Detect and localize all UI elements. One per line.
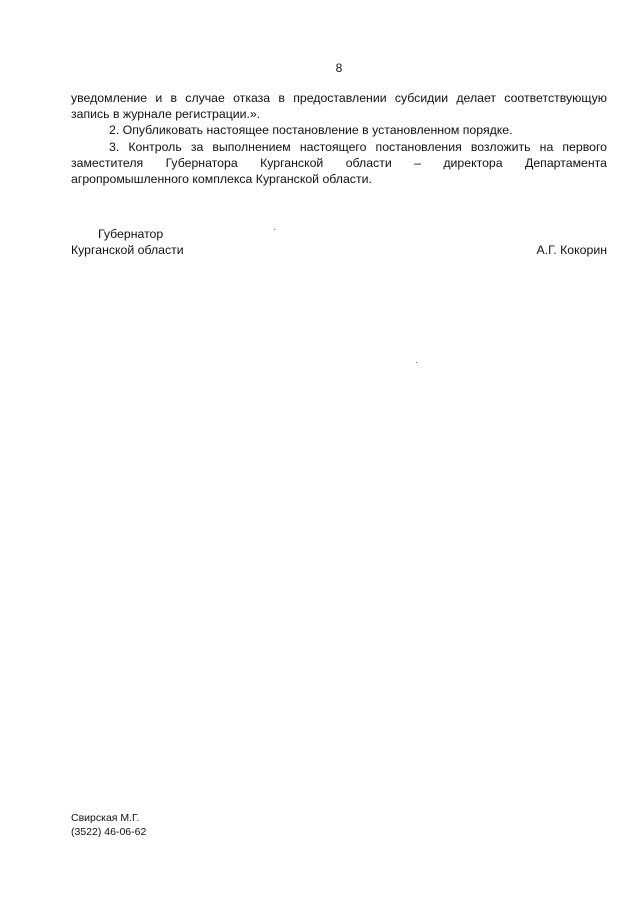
signatory-name: А.Г. Кокорин xyxy=(536,243,607,257)
paragraph-2: 2. Опубликовать настоящее постановление в установленном порядке. xyxy=(109,123,513,138)
executor-name: Свирская М.Г. xyxy=(71,812,140,824)
paragraph-3-line-2: заместителя Губернатора Курганской области – директора Департамента xyxy=(71,155,607,170)
executor-phone: (3522) 46-06-62 xyxy=(71,825,147,838)
paragraph-3-line-3: агропромышленного комплекса Курганской области. xyxy=(71,172,372,187)
executor-contact xyxy=(71,812,146,839)
scan-speck xyxy=(274,229,275,230)
paragraph-1-line-2: запись в журнале регистрации.». xyxy=(71,107,261,122)
page-number: 8 xyxy=(335,61,343,75)
document-body xyxy=(71,90,607,187)
paragraph-3-line-1: 3. Контроль за выполнением настоящего постановления возложить на первого xyxy=(109,139,607,154)
paragraph-1-line-1: уведомление и в случае отказа в предоставлении субсидии делает соответствующую xyxy=(71,91,607,105)
signatory-title-line-1: Губернатор xyxy=(98,227,164,241)
signatory-title-line-2: Курганской области xyxy=(71,243,184,258)
signatory-title xyxy=(71,226,184,258)
scan-speck xyxy=(416,362,417,363)
